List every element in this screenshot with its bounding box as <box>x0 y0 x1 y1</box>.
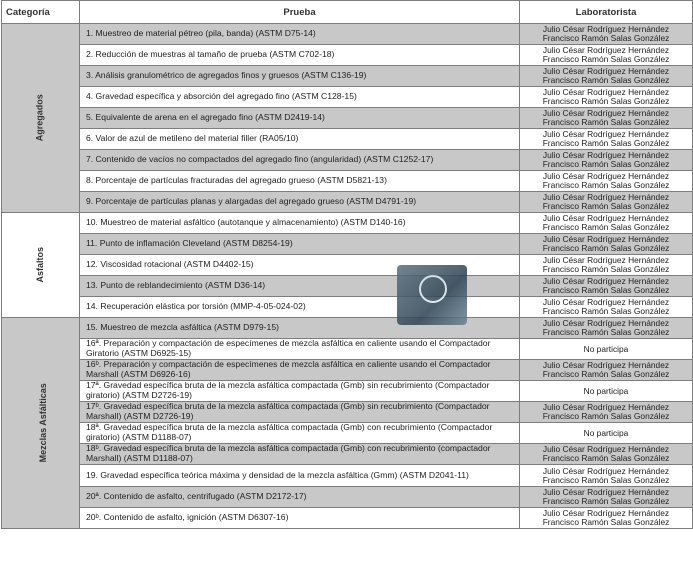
laboratorista-name: Julio César Rodríguez Hernández <box>542 87 670 98</box>
laboratorista-name: Francisco Ramón Salas González <box>542 496 670 506</box>
laboratorista-name: Francisco Ramón Salas González <box>542 201 670 211</box>
table-row <box>2 465 693 487</box>
laboratorista-cell <box>520 24 693 45</box>
prueba-cell: 17ᵇ. Gravedad específica bruta de la mezcla asfáltica compactada (Gmb) sin recubrimiento (Compactador Marshall) (ASTM D2726-19) <box>80 402 520 423</box>
laboratorista-name: Julio César Rodríguez Hernández <box>542 108 670 119</box>
prueba-cell: 8. Porcentaje de partículas fracturadas del agregado grueso (ASTM D5821-13) <box>80 171 520 192</box>
table-row <box>2 297 693 318</box>
table-row <box>2 171 693 192</box>
prueba-cell: 14. Recuperación elástica por torsión (MMP-4-05-024-02) <box>80 297 520 318</box>
laboratorista-cell <box>520 297 693 318</box>
laboratorista-name: Julio César Rodríguez Hernández <box>542 192 670 203</box>
prueba-cell: 18ª. Gravedad específica bruta de la mezcla asfáltica compactada (Gmb) con recubrimiento (Compactador giratorio) (ASTM D1188-07) <box>80 423 520 444</box>
prueba-cell: 2. Reducción de muestras al tamaño de prueba (ASTM C702-18) <box>80 45 520 66</box>
laboratorista-cell <box>520 129 693 150</box>
laboratorista-name: Julio César Rodríguez Hernández <box>542 255 670 266</box>
category-label: Asfaltos <box>34 247 45 283</box>
table-row <box>2 276 693 297</box>
category-cell-asfaltos <box>2 213 80 318</box>
laboratorista-name: Julio César Rodríguez Hernández <box>542 465 670 476</box>
laboratorista-name: Francisco Ramón Salas González <box>542 453 670 463</box>
laboratorista-name: Francisco Ramón Salas González <box>542 411 670 421</box>
laboratorista-cell <box>520 360 693 381</box>
laboratorista-name: Julio César Rodríguez Hernández <box>542 66 670 77</box>
prueba-cell: 20ª. Contenido de asfalto, centrifugado (ASTM D2172-17) <box>80 487 520 508</box>
laboratorista-name: Julio César Rodríguez Hernández <box>542 234 670 245</box>
category-cell-mezclas <box>2 318 80 529</box>
laboratorista-cell <box>520 508 693 529</box>
header-laboratorista: Laboratorista <box>520 1 693 24</box>
laboratorista-cell <box>520 444 693 465</box>
laboratorista-name: Francisco Ramón Salas González <box>542 306 670 316</box>
laboratorista-cell <box>520 171 693 192</box>
table-row <box>2 150 693 171</box>
prueba-cell: 17ª. Gravedad específica bruta de la mezcla asfáltica compactada (Gmb) sin recubrimiento (Compactador giratorio) (ASTM D2726-19) <box>80 381 520 402</box>
laboratorista-name: Francisco Ramón Salas González <box>542 517 670 527</box>
laboratorista-name: Julio César Rodríguez Hernández <box>542 171 670 182</box>
table-row <box>2 66 693 87</box>
laboratorista-cell <box>520 423 693 444</box>
laboratorista-name: Francisco Ramón Salas González <box>542 369 670 379</box>
table-row <box>2 487 693 508</box>
prueba-cell: 12. Viscosidad rotacional (ASTM D4402-15) <box>80 255 520 276</box>
header-categoria: Categoría <box>2 1 80 24</box>
prueba-cell: 5. Equivalente de arena en el agregado fino (ASTM D2419-14) <box>80 108 520 129</box>
prueba-cell: 11. Punto de inflamación Cleveland (ASTM D8254-19) <box>80 234 520 255</box>
laboratorista-name: Julio César Rodríguez Hernández <box>542 150 670 161</box>
laboratorista-cell <box>520 402 693 423</box>
table-row <box>2 255 693 276</box>
prueba-cell: 9. Porcentaje de partículas planas y alargadas del agregado grueso (ASTM D4791-19) <box>80 192 520 213</box>
results-table <box>1 0 693 529</box>
table-row <box>2 213 693 234</box>
prueba-cell: 13. Punto de reblandecimiento (ASTM D36-14) <box>80 276 520 297</box>
laboratorista-cell <box>520 45 693 66</box>
table-row <box>2 360 693 381</box>
laboratorista-name: Francisco Ramón Salas González <box>542 264 670 274</box>
laboratorista-name: Julio César Rodríguez Hernández <box>542 129 670 140</box>
table-row <box>2 129 693 150</box>
laboratorista-cell <box>520 192 693 213</box>
prueba-cell: 6. Valor de azul de metileno del material filler (RA05/10) <box>80 129 520 150</box>
laboratorista-name: Francisco Ramón Salas González <box>542 285 670 295</box>
laboratorista-name: Julio César Rodríguez Hernández <box>542 45 670 56</box>
prueba-cell: 1. Muestreo de material pétreo (pila, banda) (ASTM D75-14) <box>80 24 520 45</box>
laboratorista-name: Julio César Rodríguez Hernández <box>542 508 670 519</box>
table-row <box>2 108 693 129</box>
prueba-cell: 3. Análisis granulométrico de agregados finos y gruesos (ASTM C136-19) <box>80 66 520 87</box>
laboratorista-cell <box>520 255 693 276</box>
laboratorista-name: No participa <box>583 427 629 438</box>
prueba-cell: 7. Contenido de vacíos no compactados del agregado fino (angularidad) (ASTM C1252-17) <box>80 150 520 171</box>
prueba-cell: 19. Gravedad específica teórica máxima y densidad de la mezcla asfáltica (Gmm) (ASTM D2041-11) <box>80 465 520 487</box>
laboratorista-name: Julio César Rodríguez Hernández <box>542 487 670 498</box>
table-row <box>2 444 693 465</box>
prueba-cell: 10. Muestreo de material asfáltico (autotanque y almacenamiento) (ASTM D140-16) <box>80 213 520 234</box>
category-cell-agregados <box>2 24 80 213</box>
laboratorista-name: Julio César Rodríguez Hernández <box>542 24 670 35</box>
prueba-cell: 15. Muestreo de mezcla asfáltica (ASTM D979-15) <box>80 318 520 339</box>
laboratorista-cell <box>520 276 693 297</box>
laboratorista-name: Francisco Ramón Salas González <box>542 33 670 43</box>
laboratorista-cell <box>520 66 693 87</box>
prueba-cell: 20ᵇ. Contenido de asfalto, ignición (ASTM D6307-16) <box>80 508 520 529</box>
category-label: Mezclas Asfálticas <box>37 383 48 463</box>
laboratorista-name: Francisco Ramón Salas González <box>542 96 670 106</box>
laboratorista-cell <box>520 87 693 108</box>
table-row <box>2 234 693 255</box>
table-row <box>2 192 693 213</box>
laboratorista-cell <box>520 339 693 360</box>
laboratorista-cell <box>520 234 693 255</box>
laboratorista-name: Julio César Rodríguez Hernández <box>542 213 670 224</box>
laboratorista-cell <box>520 213 693 234</box>
laboratorista-name: No participa <box>583 343 629 354</box>
table-row <box>2 339 693 360</box>
table-row <box>2 423 693 444</box>
table-row <box>2 508 693 529</box>
laboratorista-name: Francisco Ramón Salas González <box>542 243 670 253</box>
table-row <box>2 24 693 45</box>
laboratorista-name: Francisco Ramón Salas González <box>542 474 670 485</box>
laboratorista-cell <box>520 487 693 508</box>
prueba-cell: 16ª. Preparación y compactación de especímenes de mezcla asfáltica en caliente usando el Compactador Giratorio (ASTM D6925-15) <box>80 339 520 360</box>
laboratorista-name: Julio César Rodríguez Hernández <box>542 276 670 287</box>
laboratorista-cell <box>520 465 693 487</box>
table-row <box>2 381 693 402</box>
table-row <box>2 87 693 108</box>
laboratorista-cell <box>520 318 693 339</box>
laboratorista-name: Francisco Ramón Salas González <box>542 327 670 337</box>
laboratorista-cell <box>520 150 693 171</box>
laboratorista-name: Francisco Ramón Salas González <box>542 54 670 64</box>
table-row <box>2 318 693 339</box>
laboratorista-name: Julio César Rodríguez Hernández <box>542 402 670 413</box>
laboratorista-name: Julio César Rodríguez Hernández <box>542 318 670 329</box>
table-row <box>2 45 693 66</box>
laboratorista-cell <box>520 108 693 129</box>
hologram-seal-icon <box>397 265 467 325</box>
header-prueba: Prueba <box>80 1 520 24</box>
laboratorista-name: Francisco Ramón Salas González <box>542 75 670 85</box>
table-row <box>2 402 693 423</box>
header-row <box>2 1 693 24</box>
category-label: Agregados <box>34 94 45 142</box>
laboratorista-name: Julio César Rodríguez Hernández <box>542 297 670 308</box>
laboratorista-name: Francisco Ramón Salas González <box>542 222 670 232</box>
laboratorista-name: Julio César Rodríguez Hernández <box>542 360 670 371</box>
prueba-cell: 16ᵇ. Preparación y compactación de especímenes de mezcla asfáltica en caliente usando el Compactador Marshall (ASTM D6926-16) <box>80 360 520 381</box>
laboratorista-cell <box>520 381 693 402</box>
laboratorista-name: Julio César Rodríguez Hernández <box>542 444 670 455</box>
laboratorista-name: Francisco Ramón Salas González <box>542 138 670 148</box>
laboratorista-name: No participa <box>583 385 629 396</box>
laboratorista-name: Francisco Ramón Salas González <box>542 117 670 127</box>
table-body <box>2 24 693 529</box>
prueba-cell: 4. Gravedad específica y absorción del agregado fino (ASTM C128-15) <box>80 87 520 108</box>
prueba-cell: 18ᵇ. Gravedad específica bruta de la mezcla asfáltica compactada (Gmb) con recubrimiento (compactador Marshall) (ASTM D1188-07) <box>80 444 520 465</box>
laboratorista-name: Francisco Ramón Salas González <box>542 159 670 169</box>
laboratorista-name: Francisco Ramón Salas González <box>542 180 670 190</box>
